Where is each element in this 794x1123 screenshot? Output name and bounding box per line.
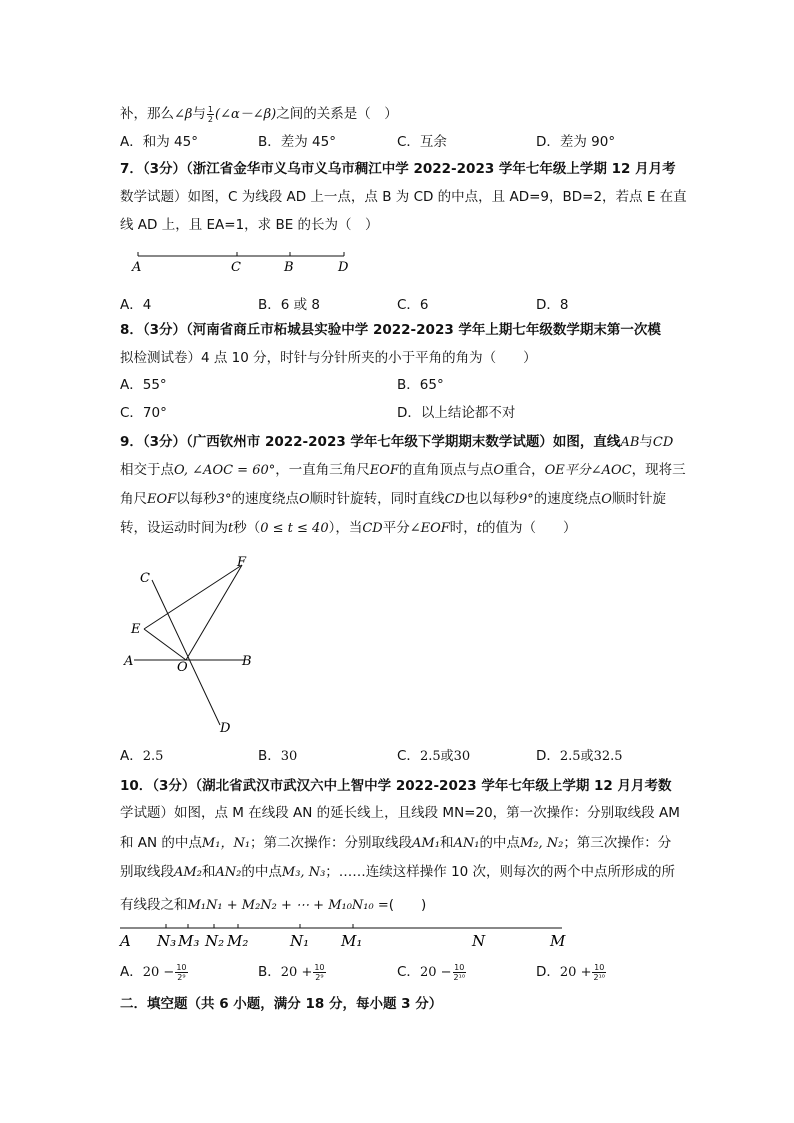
q9-text: ），当 — [328, 520, 363, 536]
q9-o: O — [493, 463, 505, 478]
q9-option-d[interactable] — [536, 746, 623, 767]
q10-text: 和 — [439, 835, 454, 851]
q9-label-e: E — [131, 622, 141, 637]
q10-option-a[interactable] — [120, 962, 189, 983]
q10-option-d-den: 2¹⁰ — [593, 972, 605, 982]
q9-nine-deg: 9° — [519, 492, 534, 507]
q10-line3 — [120, 833, 671, 854]
q10-option-b-num: 10 — [314, 962, 325, 972]
q9-range: 0 ≤ t ≤ 40 — [260, 521, 329, 536]
q10-text: 的中点 — [479, 835, 520, 851]
q10-label-n2: N₂ — [205, 932, 225, 950]
q6-tail — [120, 104, 398, 125]
q6-option-a[interactable]: A．和为 45° — [120, 134, 198, 150]
q10-option-a-pre: 20 − — [142, 965, 175, 980]
q9-cd: CD — [362, 521, 383, 536]
q10-option-a-num: 10 — [176, 962, 187, 972]
q9-option-c-value: 2.5或30 — [419, 749, 471, 764]
q10-option-d-pre: 20 + — [559, 965, 592, 980]
q10-option-c-den: 2¹⁰ — [453, 972, 466, 982]
q10-math: AM₂ — [174, 865, 202, 880]
q9-t: t — [476, 521, 483, 536]
q10-option-d-letter: D． — [536, 964, 560, 980]
q9-text: 的值为（ ） — [482, 520, 577, 536]
q6-half-num: 1 — [207, 104, 214, 114]
q9-math: O, ∠AOC = 60° — [174, 463, 276, 478]
q9-option-c-letter: C． — [397, 748, 420, 764]
q9-ab: AB — [620, 435, 640, 450]
q10-option-d-num: 10 — [594, 962, 605, 972]
q9-ray-of — [186, 565, 242, 660]
q9-text: 9．（3分）（广西钦州市 2022-2023 学年七年级下学期期末数学试题）如图，直线 — [120, 434, 621, 450]
q8-line2: 拟检测试卷）4 点 10 分，时针与分针所夹的小于平角的角为（ ） — [120, 350, 537, 366]
q9-text: 转，设运动时间为 — [120, 520, 228, 536]
q9-line1 — [120, 432, 673, 453]
q10-text: 的中点 — [241, 864, 282, 880]
q10-ticks — [166, 924, 353, 928]
q9-o: O — [298, 492, 310, 507]
q9-cd: CD — [444, 492, 465, 507]
q9-option-a[interactable] — [120, 746, 163, 767]
q10-label-n: N — [472, 932, 486, 950]
q9-text: 的速度绕点 — [533, 491, 602, 507]
q9-text: 顺时针旋 — [611, 491, 666, 507]
q10-sum-expression: M₁N₁ + M₂N₂ + ⋯ + M₁₀N₁₀ = — [187, 898, 389, 913]
q9-t: t — [228, 521, 234, 536]
q9-option-d-letter: D． — [536, 748, 560, 764]
q9-angle-figure — [120, 553, 270, 738]
q10-text: ；……连续这样操作 10 次，则每次的两个中点所形成的所 — [325, 864, 676, 880]
q9-option-b[interactable] — [258, 746, 297, 767]
q9-line2 — [120, 460, 686, 481]
q9-text: 角尺 — [120, 491, 147, 507]
q10-option-c[interactable] — [397, 962, 467, 983]
q10-label-a: A — [120, 932, 131, 950]
q10-line1: 10．（3分）（湖北省武汉市武汉六中上智中学 2022-2023 学年七年级上学期 12 月月考数 — [120, 778, 672, 794]
q6-option-d[interactable]: D．差为 90° — [536, 134, 616, 150]
q10-label-m3: M₃ — [178, 932, 200, 950]
q10-math: M₃, N₃ — [281, 865, 326, 880]
q10-text: ( ) — [388, 897, 427, 913]
q10-option-c-pre: 20 − — [419, 965, 452, 980]
q9-eof: EOF — [369, 463, 399, 478]
q9-text: ，现将三 — [631, 462, 686, 478]
q10-math: AM₁ — [412, 836, 440, 851]
q7-option-c[interactable]: C．6 — [397, 297, 429, 313]
q9-label-b: B — [242, 654, 252, 669]
q9-option-c[interactable] — [397, 746, 470, 767]
q7-option-b[interactable]: B．6 或 8 — [258, 297, 321, 313]
q9-line4 — [120, 518, 577, 539]
q10-option-a-den: 2⁹ — [177, 972, 186, 982]
q8-option-b[interactable]: B．65° — [397, 377, 444, 393]
q7-line3: 线 AD 上，且 EA=1，求 BE 的长为（ ） — [120, 217, 379, 233]
q8-option-c[interactable]: C．70° — [120, 405, 167, 421]
q10-label-m2: M₂ — [227, 932, 249, 950]
q10-text: ；第三次操作：分 — [563, 835, 672, 851]
q9-text: 顺时针旋转，同时直线 — [309, 491, 445, 507]
q9-label-c: C — [140, 571, 150, 586]
q9-option-a-value: 2.5 — [142, 749, 164, 764]
q9-text: ，一直角三角尺 — [275, 462, 370, 478]
q8-option-d[interactable]: D．以上结论都不对 — [397, 405, 516, 421]
q7-label-c: C — [231, 260, 241, 275]
q9-option-b-value: 30 — [280, 749, 298, 764]
q10-option-d-fraction — [592, 963, 606, 982]
q10-option-b[interactable] — [258, 962, 327, 983]
q9-three-deg: 3° — [216, 492, 232, 507]
q9-label-d: D — [220, 721, 231, 736]
q10-math: M₁，N₁ — [201, 836, 251, 851]
q10-math: AN₁ — [453, 836, 480, 851]
section-2-heading: 二．填空题（共 6 小题，满分 18 分，每小题 3 分） — [120, 996, 443, 1012]
q7-line1: 7．（3分）（浙江省金华市义乌市义乌市稠江中学 2022-2023 学年七年级上学期 12 月月考 — [120, 161, 676, 177]
q6-option-b[interactable]: B．差为 45° — [258, 134, 336, 150]
q6-half — [207, 105, 214, 124]
q9-text: 平分 — [382, 520, 410, 536]
q10-segment-figure — [114, 920, 584, 954]
q10-line5 — [120, 895, 426, 916]
q10-option-c-letter: C． — [397, 964, 420, 980]
q10-label-m1: M₁ — [341, 932, 363, 950]
q9-label-a: A — [124, 654, 134, 669]
q10-option-d[interactable] — [536, 962, 607, 983]
q10-option-c-num: 10 — [454, 962, 465, 972]
q10-line2: 学试题）如图，点 M 在线段 AN 的延长线上，且线段 MN=20，第一次操作：分别取线段 AM — [120, 805, 680, 821]
q9-option-b-letter: B． — [258, 748, 281, 764]
q10-text: 和 — [201, 864, 216, 880]
q6-text-post: 之间的关系是（ ） — [276, 106, 398, 122]
q9-text: 时， — [449, 520, 477, 536]
q10-text: 别取线段 — [120, 864, 174, 880]
q6-yu: 与 — [192, 106, 206, 122]
q10-option-a-fraction — [175, 963, 187, 982]
q10-label-n3: N₃ — [157, 932, 177, 950]
q9-label-o: O — [177, 660, 188, 675]
q9-text: 相交于点 — [120, 462, 174, 478]
q9-ray-oe — [144, 629, 186, 660]
q9-segment-ef — [144, 565, 242, 629]
q7-segment-figure — [128, 248, 358, 278]
q9-text: 的速度绕点 — [231, 491, 299, 507]
q10-math: M₂, N₂ — [519, 836, 564, 851]
q9-text: 也以每秒 — [465, 491, 519, 507]
q9-angle-eof: ∠EOF — [409, 521, 450, 536]
q10-label-m: M — [550, 932, 566, 950]
q7-label-a: A — [132, 260, 142, 275]
q10-label-n1: N₁ — [290, 932, 310, 950]
q10-option-b-letter: B． — [258, 964, 281, 980]
q7-label-b: B — [284, 260, 294, 275]
q10-math: AN₂ — [215, 865, 242, 880]
q9-text: 的直角顶点与点 — [398, 462, 494, 478]
q7-label-d: D — [338, 260, 349, 275]
q9-text: 以每秒 — [176, 491, 217, 507]
q6-half-den: 2 — [207, 114, 214, 124]
q9-eof: EOF — [147, 492, 177, 507]
q10-option-b-pre: 20 + — [280, 965, 313, 980]
q6-beta: ∠β — [174, 107, 193, 122]
q6-option-c[interactable]: C．互余 — [397, 134, 447, 150]
q10-option-b-fraction — [313, 963, 325, 982]
q8-line1: 8．（3分）（河南省商丘市柘城县实验中学 2022-2023 学年上期七年级数学期末第一次模 — [120, 322, 661, 338]
q6-expr: (∠α－∠β) — [215, 107, 277, 122]
q10-text: 和 AN 的中点 — [120, 835, 202, 851]
q7-option-a[interactable]: A．4 — [120, 297, 152, 313]
q7-option-d[interactable]: D．8 — [536, 297, 569, 313]
q9-text: 秒（ — [233, 520, 261, 536]
q9-text: 重合， — [504, 462, 545, 478]
q9-cd: CD — [652, 435, 674, 450]
q9-o: O — [601, 492, 612, 507]
q10-option-a-letter: A． — [120, 964, 143, 980]
q9-yu: 与 — [639, 434, 653, 450]
q9-label-f: F — [237, 555, 247, 570]
q9-line3 — [120, 489, 666, 510]
q8-option-a[interactable]: A．55° — [120, 377, 167, 393]
q10-line4 — [120, 862, 675, 883]
q10-option-b-den: 2⁹ — [315, 972, 324, 982]
q7-line2: 数学试题）如图，C 为线段 AD 上一点，点 B 为 CD 的中点，且 AD=9，BD=2，若点 E 在直 — [120, 189, 687, 205]
q6-text: 补，那么 — [120, 106, 174, 122]
q10-text: ；第二次操作：分别取线段 — [250, 835, 413, 851]
q9-math: OE平分∠AOC — [544, 463, 632, 478]
q9-option-a-letter: A． — [120, 748, 143, 764]
q9-option-d-value: 2.5或32.5 — [559, 749, 623, 764]
q10-text: 有线段之和 — [120, 897, 188, 913]
q10-option-c-fraction — [453, 963, 467, 982]
